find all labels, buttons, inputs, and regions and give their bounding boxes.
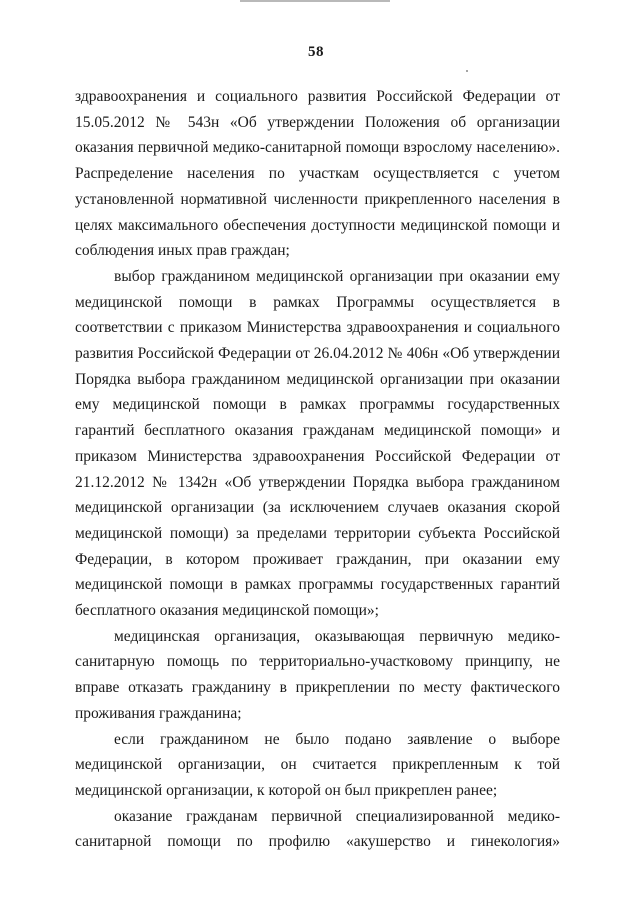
paragraph-continuation: здравоохранения и социального развития Российской Федерации от 15.05.2012 № 543н «Об утверждении Положения об организации оказания первичной медико-санитарной помощи взрослому населению». Распределение населения по участкам осуществляется с учетом установленной нормативной численности прикрепленного населения в целях максимального обеспечения доступности медицинской помощи и соблюдения иных прав граждан;	[75, 88, 560, 260]
page-number: 58	[308, 44, 324, 60]
paragraph-choice-of-organization: выбор гражданином медицинской организации при оказании ему медицинской помощи в рамках Программы осуществляется в соответствии с приказом Министерства здравоохранения и социального развития Российской Федерации от 26.04.2012 № 406н «Об утверждении Порядка выбора гражданином медицинской организации при оказании ему медицинской помощи в рамках программы государственных гарантий бесплатного оказания гражданам медицинской помощи» и приказом Министерства здравоохранения Российской Федерации от 21.12.2012 № 1342н «Об утверждении Порядка выбора гражданином медицинской организации (за исключением случаев оказания скорой медицинской помощи) за пределами территории субъекта Российской Федерации, в котором проживает гражданин, при оказании ему медицинской помощи в рамках программы государственных гарантий бесплатного оказания медицинской помощи»;	[75, 267, 560, 620]
paragraph-default-attachment: если гражданином не было подано заявление о выборе медицинской организации, он считается прикрепленным к той медицинской организации, к которой он был прикреплен ранее;	[75, 730, 560, 799]
scan-speck	[466, 70, 468, 72]
scan-edge-mark	[240, 0, 390, 2]
document-body	[75, 84, 560, 855]
paragraph-no-refusal: медицинская организация, оказывающая первичную медико-санитарную помощь по территориально-участковому принципу, не вправе отказать гражданину в прикреплении по месту фактического проживания гражданина;	[75, 627, 560, 722]
paragraph-obstetrics-care: оказание гражданам первичной специализированной медико-санитарной помощи по профилю «акушерство и гинекология»	[75, 807, 560, 851]
